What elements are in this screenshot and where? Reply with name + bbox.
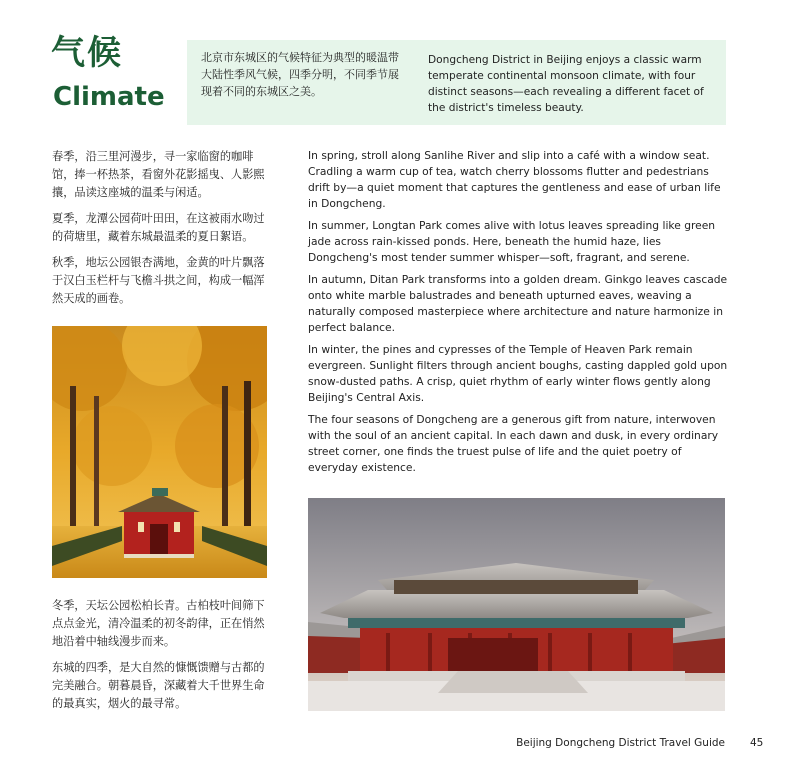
page-title-en: Climate — [53, 82, 165, 112]
page-number: 45 — [750, 737, 764, 749]
intro-box — [187, 40, 726, 125]
paragraph-winter-zh: 冬季，天坛公园松柏长青。古柏枝叶间筛下点点金光，清冷温柔的初冬韵律，正在悄然地沿着中轴线漫步而来。 — [52, 599, 265, 648]
left-column-bottom — [52, 597, 270, 721]
autumn-ginkgo-photo — [52, 326, 267, 578]
paragraph-autumn-en: In autumn, Ditan Park transforms into a golden dream. Ginkgo leaves cascade onto white marble balustrades and beneath upturned eaves, weaving a naturally composed masterpiece where architecture and nature harmonize in perfect balance. — [308, 273, 728, 334]
winter-palace-photo — [308, 498, 725, 711]
intro-text-en: Dongcheng District in Beijing enjoys a classic warm temperate continental monsoon climate, with four distinct seasons—each revealing a different facet of the district's timeless beauty. — [428, 54, 704, 114]
paragraph-spring-zh: 春季，沿三里河漫步，寻一家临窗的咖啡馆，捧一杯热茶，看窗外花影摇曳、人影熙攘，品读这座城的温柔与闲适。 — [52, 150, 265, 199]
paragraph-spring-en: In spring, stroll along Sanlihe River and slip into a café with a window seat. Cradling a warm cup of tea, watch cherry blossoms flutter and pedestrians drift by—a quiet moment that captures the gentleness and ease of urban life in Dongcheng. — [308, 149, 721, 210]
paragraph-summer-en: In summer, Longtan Park comes alive with lotus leaves spreading like green jade across rain-kissed ponds. Here, beneath the humid haze, lies Dongcheng's most tender summer whisper—soft, fragrant, and serene. — [308, 219, 716, 264]
paragraph-autumn-zh: 秋季，地坛公园银杏满地，金黄的叶片飘落于汉白玉栏杆与飞檐斗拱之间，构成一幅浑然天成的画卷。 — [52, 256, 265, 305]
paragraph-summer-zh: 夏季，龙潭公园荷叶田田，在这被雨水吻过的荷塘里，藏着东城最温柔的夏日絮语。 — [52, 212, 265, 243]
footer-guide-title: Beijing Dongcheng District Travel Guide — [516, 737, 725, 749]
intro-text-zh: 北京市东城区的气候特征为典型的暖温带大陆性季风气候，四季分明，不同季节展现着不同的东城区之美。 — [201, 51, 399, 98]
paragraph-summary-zh: 东城的四季，是大自然的慷慨馈赠与古都的完美融合。朝暮晨昏，深藏着大千世界生命的最真实，烟火的最寻常。 — [52, 661, 265, 710]
left-column-top — [52, 148, 270, 316]
paragraph-summary-en: The four seasons of Dongcheng are a generous gift from nature, interwoven with the soul of an ancient capital. In each dawn and dusk, in every ordinary street corner, one finds the truest pulse of life and the quiet poetry of everyday existence. — [308, 413, 719, 474]
page-title-zh: 气候 — [51, 33, 123, 73]
paragraph-winter-en: In winter, the pines and cypresses of the Temple of Heaven Park remain evergreen. Sunlight filters through ancient boughs, casting dappled gold upon snow-dusted paths. A crisp, quiet rhythm of early winter flows gently along Beijing's Central Axis. — [308, 343, 728, 404]
right-column — [308, 148, 733, 482]
